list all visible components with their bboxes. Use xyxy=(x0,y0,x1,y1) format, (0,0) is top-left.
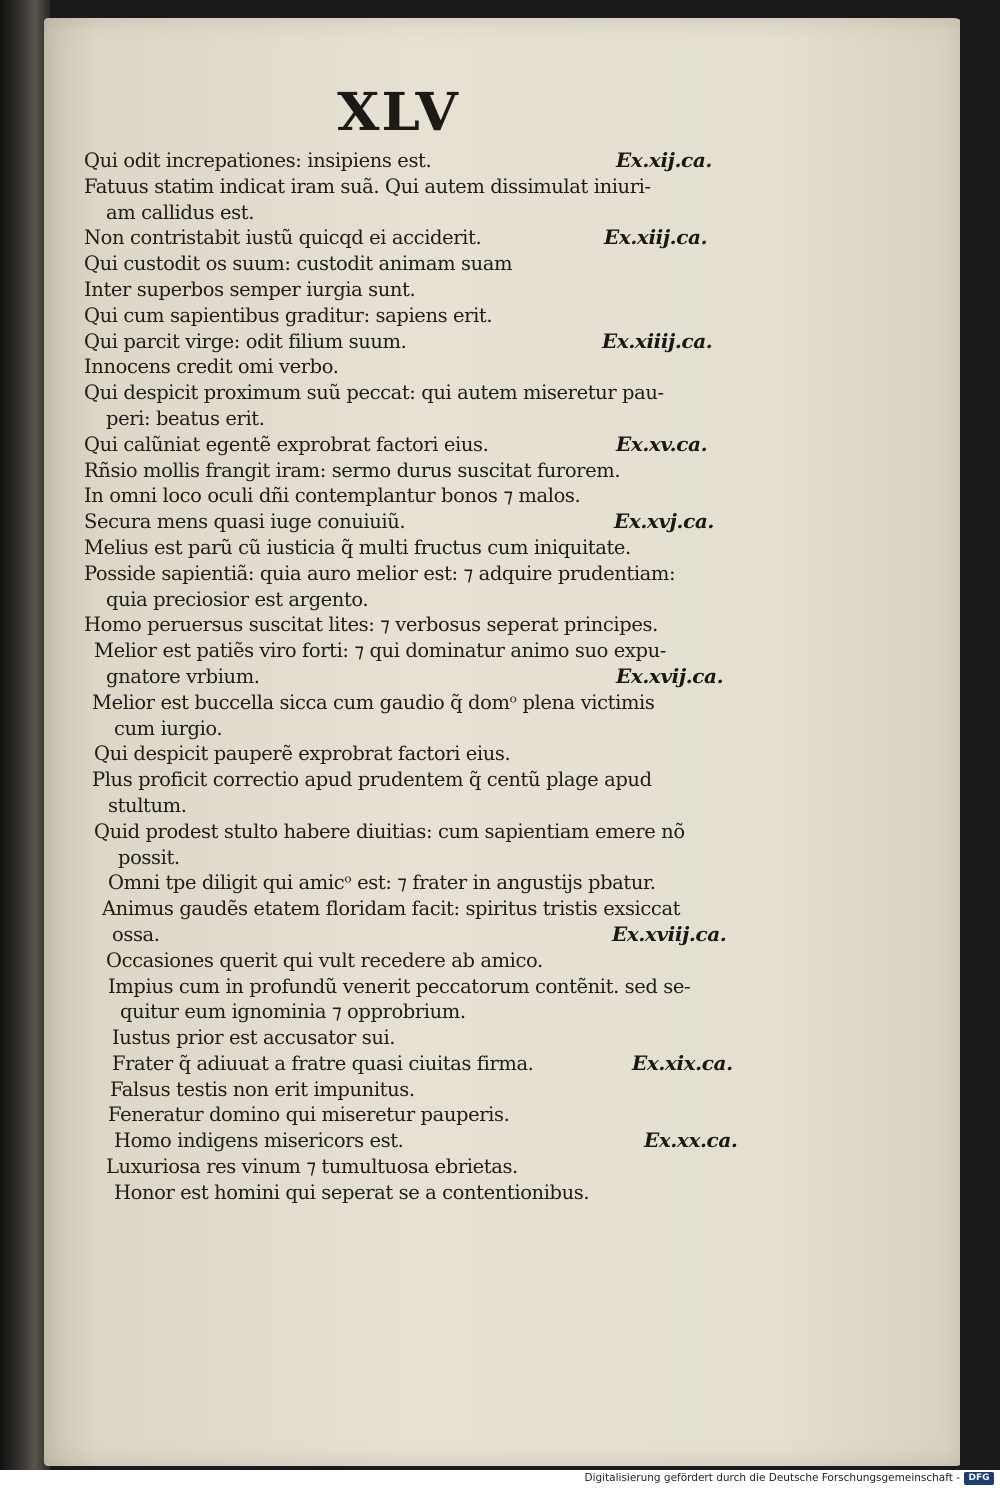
line-text: quitur eum ignominia ⁊ opprobrium. xyxy=(120,1000,466,1024)
line-text: peri: beatus erit. xyxy=(106,406,265,430)
line-text: Frater q̃ adiuuat a fratre quasi ciuitas firma. xyxy=(112,1051,534,1075)
chapter-reference: Ex.xij.ca. xyxy=(616,148,712,172)
text-line xyxy=(84,741,744,767)
text-line xyxy=(84,896,744,922)
text-line xyxy=(84,819,744,845)
line-text: Homo indigens misericors est. xyxy=(114,1129,404,1153)
text-line xyxy=(84,664,744,690)
line-text: Qui despicit pauperẽ exprobrat factori eius. xyxy=(94,742,511,766)
text-line xyxy=(84,845,744,871)
text-line xyxy=(84,535,744,561)
text-line xyxy=(84,1025,744,1051)
chapter-reference: Ex.xiij.ca. xyxy=(604,225,708,250)
chapter-reference: Ex.xix.ca. xyxy=(632,1050,733,1075)
line-text: ossa. xyxy=(112,922,160,946)
line-text: Qui odit increpationes: insipiens est. xyxy=(84,149,432,172)
line-text: Inter superbos semper iurgia sunt. xyxy=(84,277,416,301)
line-text: Honor est homini qui seperat se a contentionibus. xyxy=(114,1180,590,1204)
line-text: Qui calũniat egentẽ exprobrat factori eius. xyxy=(84,432,489,456)
line-text: Feneratur domino qui miseretur pauperis. xyxy=(108,1103,510,1127)
line-text: Falsus testis non erit impunitus. xyxy=(110,1077,415,1101)
text-line xyxy=(84,612,744,638)
text-line xyxy=(84,200,744,226)
text-line xyxy=(84,974,744,1000)
line-text: Qui parcit virge: odit filium suum. xyxy=(84,329,407,353)
chapter-reference: Ex.xiiij.ca. xyxy=(602,328,713,353)
text-block xyxy=(84,148,744,1206)
text-line xyxy=(84,509,744,535)
line-text: Animus gaudẽs etatem floridam facit: spiritus tristis exsiccat xyxy=(102,897,681,921)
text-line xyxy=(84,793,744,819)
line-text: Fatuus statim indicat iram suã. Qui autem dissimulat iniuri- xyxy=(84,174,651,198)
text-line xyxy=(84,354,744,380)
chapter-reference: Ex.xvj.ca. xyxy=(614,509,714,534)
line-text: cum iurgio. xyxy=(114,716,223,740)
line-text: Iustus prior est accusator sui. xyxy=(112,1026,396,1050)
line-text: Homo peruersus suscitat lites: ⁊ verbosus seperat principes. xyxy=(84,613,658,637)
line-text: Posside sapientiã: quia auro melior est: ⁊ adquire prudentiam: xyxy=(84,561,676,585)
line-text: Qui custodit os suum: custodit animam suam xyxy=(84,252,513,276)
text-line xyxy=(84,251,744,277)
text-line xyxy=(84,999,744,1025)
line-text: Omni tpe diligit qui amicᵒ est: ⁊ frater in angustijs pbatur. xyxy=(108,871,656,895)
chapter-reference: Ex.xx.ca. xyxy=(644,1128,738,1153)
text-line xyxy=(84,303,744,329)
dfg-logo-icon: DFG xyxy=(964,1472,994,1485)
text-line xyxy=(84,638,744,664)
line-text: Plus proficit correctio apud prudentem q̃ centũ plage apud xyxy=(92,768,652,792)
line-text: Melior est patiẽs viro forti: ⁊ qui dominatur animo suo expu- xyxy=(94,639,666,663)
chapter-reference: Ex.xvij.ca. xyxy=(616,663,724,688)
text-line xyxy=(84,277,744,303)
line-text: stultum. xyxy=(108,793,187,817)
text-line xyxy=(84,587,744,613)
text-line xyxy=(84,767,744,793)
text-line xyxy=(84,148,744,174)
book-spine-edge xyxy=(0,0,50,1470)
scan-right-margin xyxy=(960,20,1000,1468)
line-text: Melior est buccella sicca cum gaudio q̃ domᵒ plena victimis xyxy=(92,690,655,714)
text-line xyxy=(84,225,744,251)
text-line xyxy=(84,174,744,200)
text-line xyxy=(84,483,744,509)
text-line xyxy=(84,948,744,974)
text-line xyxy=(84,922,744,948)
chapter-reference: Ex.xviij.ca. xyxy=(612,921,727,946)
line-text: am callidus est. xyxy=(106,200,255,224)
line-text: Melius est parũ cũ iusticia q̃ multi fructus cum iniquitate. xyxy=(84,535,631,559)
text-line xyxy=(84,458,744,484)
text-line xyxy=(84,432,744,458)
text-line xyxy=(84,1128,744,1154)
line-text: quia preciosior est argento. xyxy=(106,587,369,611)
line-text: Qui despicit proximum suũ peccat: qui autem miseretur pau- xyxy=(84,381,664,405)
text-line xyxy=(84,1077,744,1103)
text-line xyxy=(84,1180,744,1206)
line-text: Occasiones querit qui vult recedere ab amico. xyxy=(106,948,543,972)
text-line xyxy=(84,561,744,587)
text-line xyxy=(84,380,744,406)
line-text: gnatore vrbium. xyxy=(106,664,260,688)
line-text: Secura mens quasi iuge conuiuiũ. xyxy=(84,510,406,534)
line-text: Impius cum in profundũ venerit peccatorum contẽnit. sed se- xyxy=(108,974,691,998)
line-text: Non contristabit iustũ quicqd ei acciderit. xyxy=(84,226,482,250)
line-text: Quid prodest stulto habere diuitias: cum sapientiam emere nõ xyxy=(94,819,685,843)
line-text: Innocens credit omi verbo. xyxy=(84,355,339,379)
line-text: possit. xyxy=(118,845,180,869)
line-text: Luxuriosa res vinum ⁊ tumultuosa ebrietas. xyxy=(106,1155,518,1179)
chapter-reference: Ex.xv.ca. xyxy=(616,431,708,456)
text-line xyxy=(84,870,744,896)
digitization-credit: Digitalisierung gefördert durch die Deutsche Forschungsgemeinschaft - xyxy=(584,1472,960,1484)
text-line xyxy=(84,1102,744,1128)
text-line xyxy=(84,406,744,432)
text-line xyxy=(84,1051,744,1077)
line-text: Rñsio mollis frangit iram: sermo durus suscitat furorem. xyxy=(84,458,621,482)
line-text: Qui cum sapientibus graditur: sapiens erit. xyxy=(84,303,493,327)
text-line xyxy=(84,716,744,742)
text-line xyxy=(84,690,744,716)
folio-number: XLV xyxy=(337,82,461,143)
text-line xyxy=(84,329,744,355)
line-text: In omni loco oculi dñi contemplantur bonos ⁊ malos. xyxy=(84,484,581,508)
text-line xyxy=(84,1154,744,1180)
